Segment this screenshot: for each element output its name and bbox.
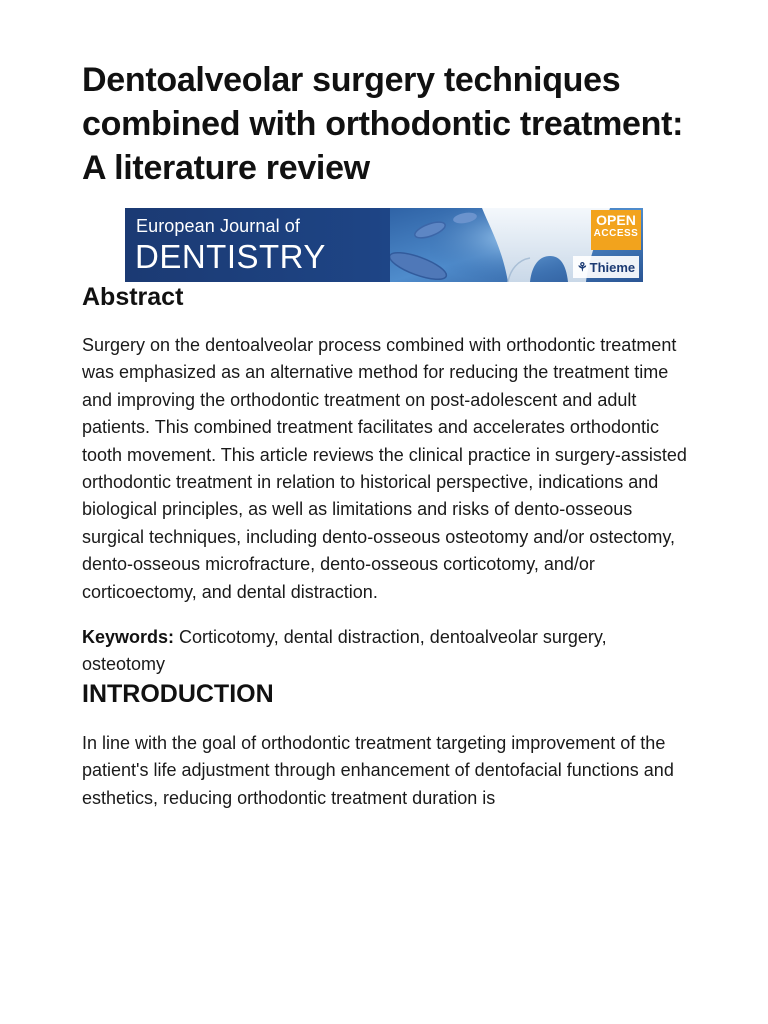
journal-banner-left (125, 208, 390, 282)
banner-artwork (390, 208, 643, 282)
abstract-text: Surgery on the dentoalveolar process combined with orthodontic treatment was emphasized as an alternative method for reducing the treatment time and improving the orthodontic treatment on post-adolescent and adult patients. This combined treatment facilitates and accelerates orthodontic tooth movement. This article reviews the clinical practice in surgery-assisted orthodontic treatment in relation to historical perspective, indications and biological principles, as well as limitations and risks of dento-osseous surgical techniques, including dento-osseous osteotomy and/or ostectomy, dento-osseous microfracture, dento-osseous corticotomy, and/or corticoectomy, and dental distraction. (82, 335, 687, 602)
abstract-heading: Abstract (82, 283, 184, 311)
journal-banner (125, 208, 643, 282)
journal-name: DENTISTRY (135, 238, 326, 275)
publisher-name: Thieme (589, 259, 636, 275)
publisher-logo (573, 256, 639, 278)
keywords-list: Corticotomy, dental distraction, dentoalveolar surgery, osteotomy (82, 627, 607, 675)
keywords-label: Keywords: (82, 627, 175, 648)
open-access-open: OPEN (596, 212, 636, 228)
journal-line: European Journal of (136, 216, 301, 236)
open-access-badge (591, 210, 641, 250)
article-page (82, 58, 692, 812)
keywords-line (82, 624, 692, 679)
article-title: Dentoalveolar surgery techniques combined with orthodontic treatment: A literature review (82, 61, 684, 187)
thieme-emblem-icon: ⚘ (576, 260, 588, 274)
introduction-heading: INTRODUCTION (82, 679, 274, 708)
open-access-access: ACCESS (593, 228, 639, 239)
introduction-text: In line with the goal of orthodontic treatment targeting improvement of the patient's life adjustment through enhancement of dentofacial functions and esthetics, reducing orthodontic treatment duration is (82, 732, 674, 808)
